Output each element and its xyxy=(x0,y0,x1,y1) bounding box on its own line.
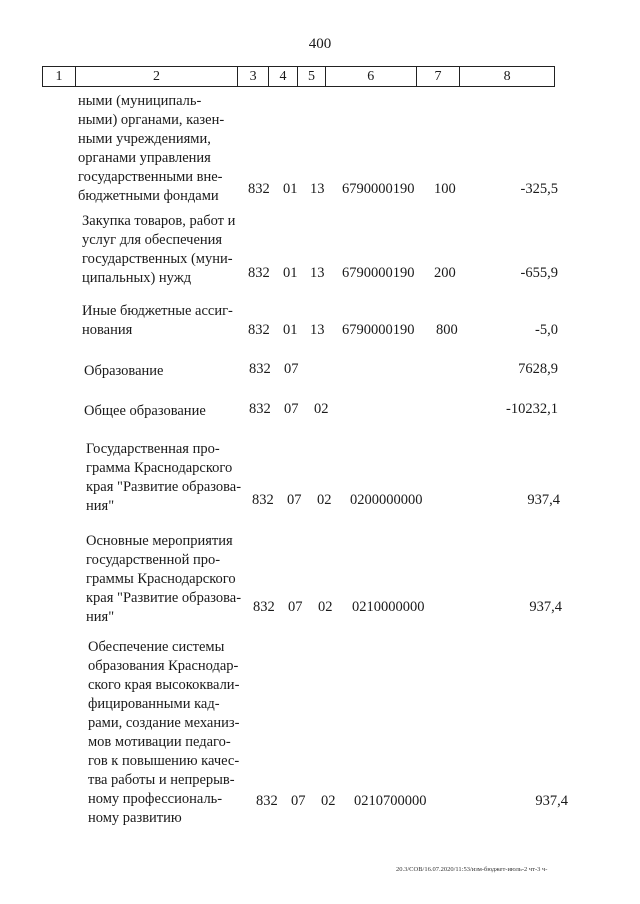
row-description xyxy=(82,212,242,288)
description-line: Иные бюджетные ассиг- xyxy=(82,303,233,319)
table-header-cell: 5 xyxy=(298,67,326,86)
description-line: ными (муниципаль- xyxy=(78,93,202,109)
section-code: 01 xyxy=(283,322,298,338)
amount: 937,4 xyxy=(527,492,560,508)
ved-code: 832 xyxy=(249,361,271,377)
expense-type-code: 800 xyxy=(436,322,458,338)
description-line: бюджетными фондами xyxy=(78,188,219,204)
description-line: ными учреждениями, xyxy=(78,131,211,147)
subsection-code: 13 xyxy=(310,181,325,197)
footer-stamp: 20.3/СОВ/16.07.2020/11:53/изм-бюджет-июль-2 чт-3 ч- xyxy=(396,866,548,873)
description-line: образования Краснодар- xyxy=(88,658,239,674)
description-line: края "Развитие образова- xyxy=(86,479,242,495)
ved-code: 832 xyxy=(253,599,275,615)
description-line: органами управления xyxy=(78,150,211,166)
target-article-code: 6790000190 xyxy=(342,265,415,281)
target-article-code: 0210000000 xyxy=(352,599,425,615)
amount: 937,4 xyxy=(535,793,568,809)
description-line: государственных (муни- xyxy=(82,251,233,267)
description-line: Образование xyxy=(84,363,164,379)
table-header-cell: 3 xyxy=(238,67,269,86)
ved-code: 832 xyxy=(249,401,271,417)
target-article-code: 6790000190 xyxy=(342,181,415,197)
table-header-cell: 8 xyxy=(503,69,511,84)
description-line: мов мотивации педаго- xyxy=(88,734,231,750)
description-line: государственными вне- xyxy=(78,169,223,185)
description-line: услуг для обеспечения xyxy=(82,232,223,248)
section-code: 07 xyxy=(291,793,306,809)
amount: -5,0 xyxy=(535,322,558,338)
description-line: Государственная про- xyxy=(86,441,220,457)
amount: 7628,9 xyxy=(518,361,558,377)
section-code: 07 xyxy=(287,492,302,508)
section-code: 07 xyxy=(284,361,299,377)
section-code: 07 xyxy=(284,401,299,417)
description-line: граммы Краснодарского xyxy=(86,571,236,587)
table-header-cell: 4 xyxy=(269,67,298,86)
target-article-code: 0200000000 xyxy=(350,492,423,508)
description-line: гов к повышению качес- xyxy=(88,753,240,769)
description-line: ному профессиональ- xyxy=(88,791,223,807)
row-description xyxy=(84,362,242,381)
row-description xyxy=(86,532,248,627)
description-line: ципальных) нужд xyxy=(82,270,192,286)
amount: -10232,1 xyxy=(506,401,558,417)
table-header-cell: 1 xyxy=(43,67,76,86)
target-article-code: 6790000190 xyxy=(342,322,415,338)
description-line: Общее образование xyxy=(84,403,206,419)
description-line: нования xyxy=(82,322,133,338)
description-line: края "Развитие образова- xyxy=(86,590,242,606)
ved-code: 832 xyxy=(248,265,270,281)
row-description xyxy=(84,402,242,421)
table-header-cell: 7 xyxy=(417,67,461,86)
description-line: ному развитию xyxy=(88,810,182,826)
subsection-code: 13 xyxy=(310,265,325,281)
description-line: ского края высококвали- xyxy=(88,677,240,693)
description-line: тва работы и непрерыв- xyxy=(88,772,235,788)
ved-code: 832 xyxy=(248,181,270,197)
ved-code: 832 xyxy=(256,793,278,809)
page-number: 400 xyxy=(308,36,332,52)
subsection-code: 02 xyxy=(317,492,332,508)
expense-type-code: 100 xyxy=(434,181,456,197)
section-code: 07 xyxy=(288,599,303,615)
expense-type-code: 200 xyxy=(434,265,456,281)
row-description xyxy=(88,638,246,828)
subsection-code: 02 xyxy=(321,793,336,809)
description-line: ными) органами, казен- xyxy=(78,112,225,128)
description-line: рами, создание механиз- xyxy=(88,715,240,731)
ved-code: 832 xyxy=(252,492,274,508)
description-line: Основные мероприятия xyxy=(86,533,233,549)
description-line: фицированными кад- xyxy=(88,696,220,712)
row-description xyxy=(82,302,242,340)
description-line: ния" xyxy=(86,498,115,514)
description-line: Закупка товаров, работ и xyxy=(82,213,236,229)
amount: 937,4 xyxy=(529,599,562,615)
ved-code: 832 xyxy=(248,322,270,338)
row-description xyxy=(78,92,242,206)
row-description xyxy=(86,440,248,516)
description-line: ния" xyxy=(86,609,115,625)
section-code: 01 xyxy=(283,265,298,281)
subsection-code: 13 xyxy=(310,322,325,338)
table-header-cell: 6 xyxy=(326,67,417,86)
section-code: 01 xyxy=(283,181,298,197)
description-line: государственной про- xyxy=(86,552,221,568)
description-line: Обеспечение системы xyxy=(88,639,225,655)
table-header xyxy=(42,66,555,87)
subsection-code: 02 xyxy=(318,599,333,615)
table-header-cell: 2 xyxy=(76,67,238,86)
description-line: грамма Краснодарского xyxy=(86,460,233,476)
subsection-code: 02 xyxy=(314,401,329,417)
target-article-code: 0210700000 xyxy=(354,793,427,809)
amount: -655,9 xyxy=(520,265,558,281)
amount: -325,5 xyxy=(520,181,558,197)
